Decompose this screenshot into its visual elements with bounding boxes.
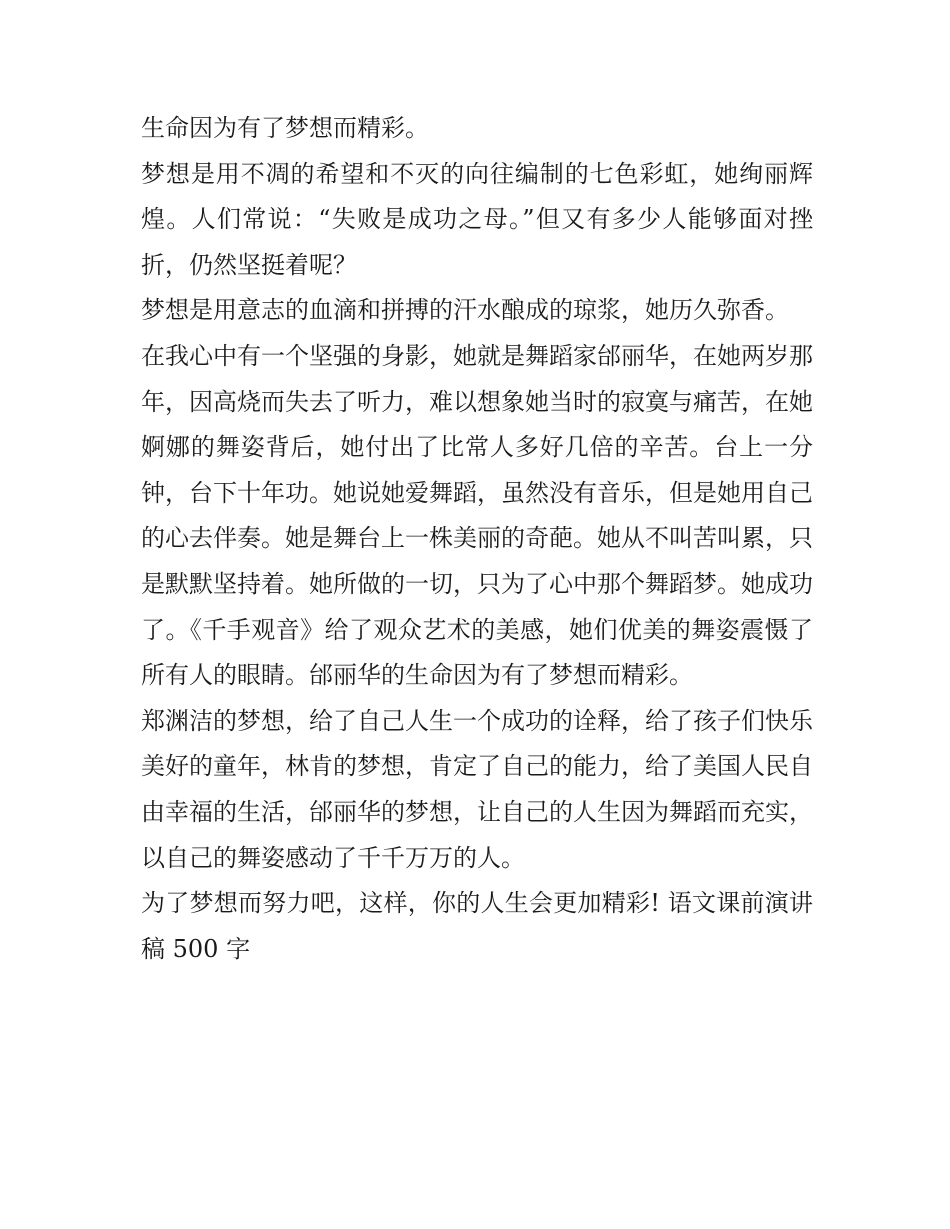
paragraph-1: 生命因为有了梦想而精彩。 [141, 114, 429, 142]
paragraph-4: 在我心中有一个坚强的身影，她就是舞蹈家邰丽华，在她两岁那年，因高烧而失去了听力，难以想象她当时的寂寞与痛苦，在她婀娜的舞姿背后，她付出了比常人多好几倍的辛苦。台上一分钟，台下十年功。她说她爱舞蹈，虽然没有音乐，但是她用自己的心去伴奏。她是舞台上一株美丽的奇葩。她从不叫苦叫累，只是默默坚持着。她所做的一切，只为了心中那个舞蹈梦。她成功了。《千手观音》给了观众艺术的美感，她们优美的舞姿震慑了所有人的眼睛。邰丽华的生命因为有了梦想而精彩。 [141, 341, 813, 690]
paragraph-3: 梦想是用意志的血滴和拼搏的汗水酿成的琼浆，她历久弥香。 [141, 296, 789, 325]
paragraph-5: 郑渊洁的梦想，给了自己人生一个成功的诠释，给了孩子们快乐美好的童年，林肯的梦想，肯定了自己的能力，给了美国人民自由幸福的生活，邰丽华的梦想，让自己的人生因为舞蹈而充实，以自己的舞姿感动了千千万万的人。 [141, 706, 813, 872]
paragraph-2: 梦想是用不凋的希望和不灭的向往编制的七色彩虹，她绚丽辉煌。人们常说：“失败是成功之母。”但又有多少人能够面对挫折，仍然坚挺着呢？ [141, 159, 813, 279]
document-body [141, 106, 813, 972]
paragraph-6: 为了梦想而努力吧，这样，你的人生会更加精彩! 语文课前演讲稿 500 字 [141, 889, 813, 963]
